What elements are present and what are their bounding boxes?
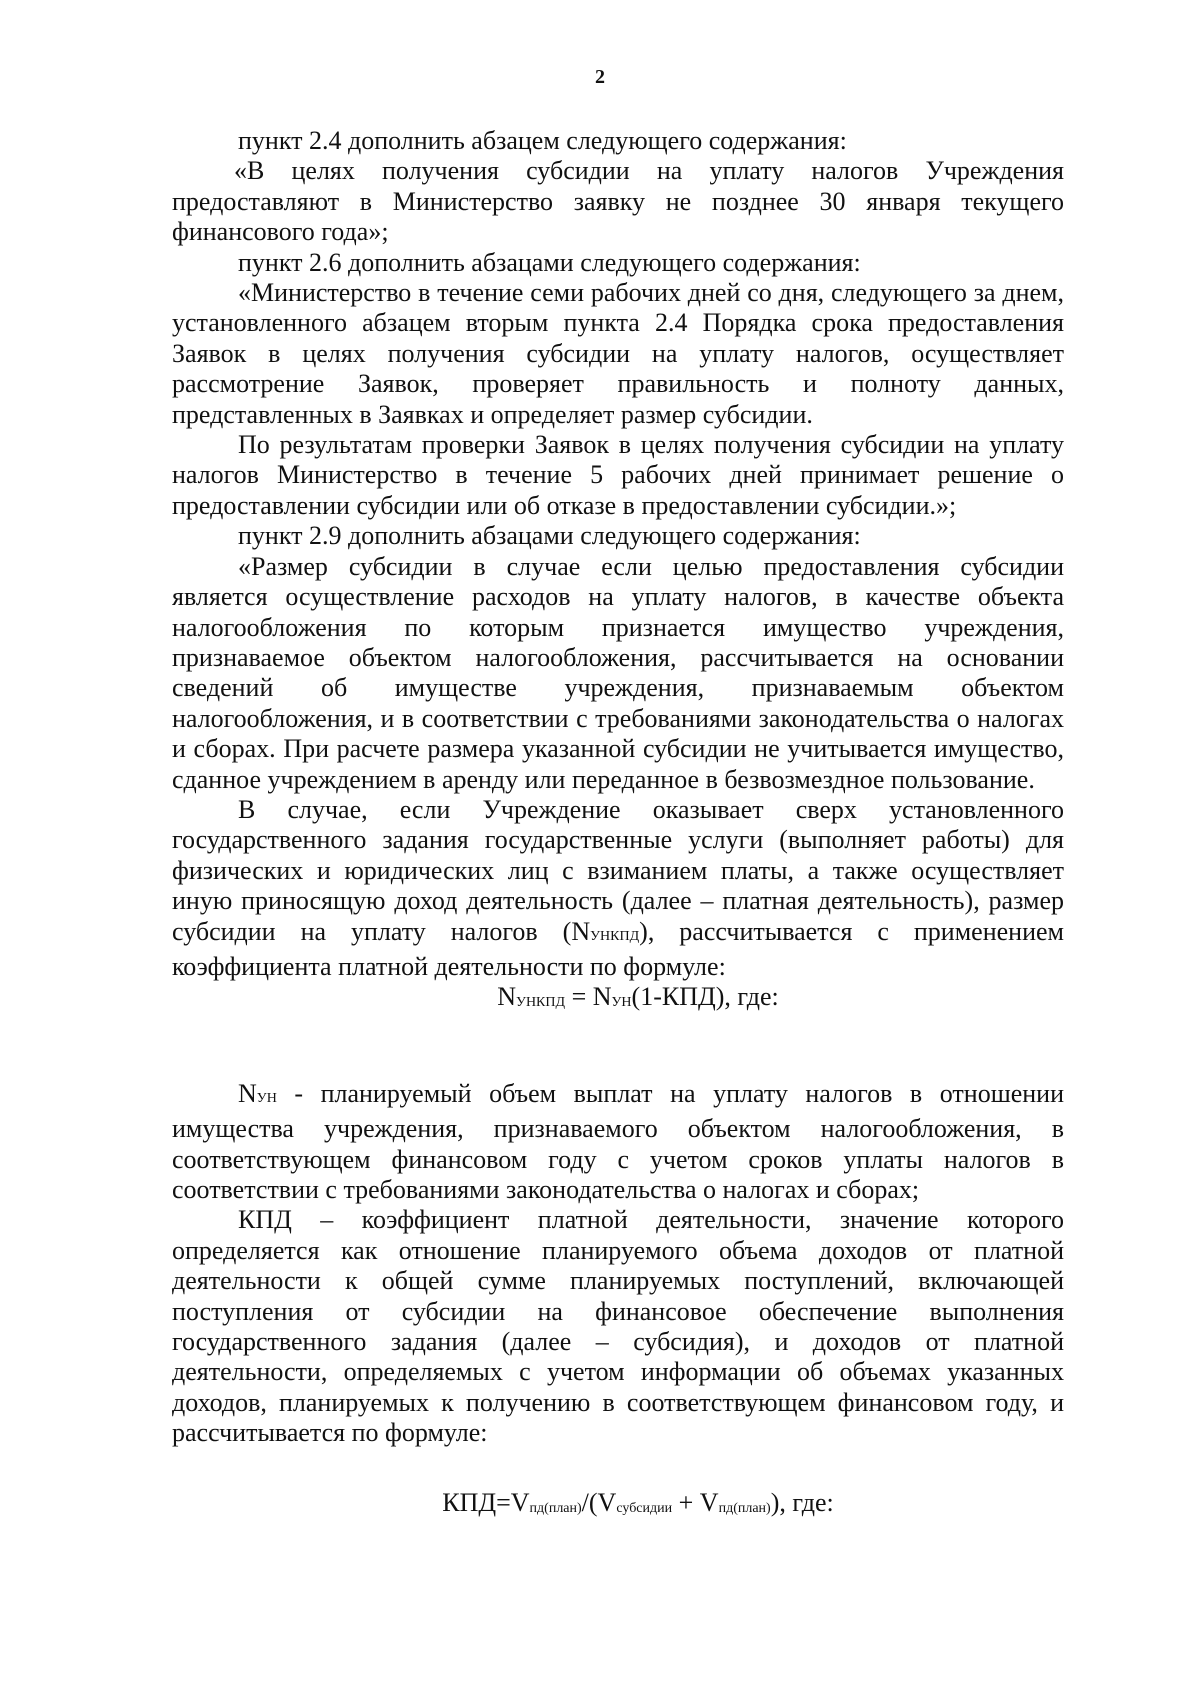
page-number: 2 (595, 66, 605, 88)
formula-subscript: субсидии (616, 1500, 673, 1516)
formula-kpd (172, 1488, 1064, 1523)
paragraph-item-2-9-text-1: «Размер субсидии в случае если целью предоставления субсидии является осуществление расходов на уплату налогов, в качестве объекта налогообложения по которым признается имущество учреждения, признаваемое объектом налогообложения, рассчитывается на основании сведений об имуществе учреждения, признаваемым объектом налогообложения, и в соответствии с требованиями законодательства о налогах и сборах. При расчете размера указанной субсидии не учитывается имущество, сданное учреждением в аренду или переданное в безвозмездное пользование. (172, 551, 1064, 794)
formula-subscript: УНКПД (516, 995, 566, 1011)
document-body (172, 126, 1064, 1523)
formula-subscript: пд(план) (529, 1500, 582, 1516)
paragraph-item-2-9-intro: пункт 2.9 дополнить абзацами следующего содержания: (238, 521, 861, 551)
paragraph-text: В случае, если Учреждение оказывает сверх установленного государственного задания государственные услуги (выполняет работы) для физических и юридических лиц с взиманием платы, а также осуществляет иную приносящую доход деятельность (далее – платная деятельность), размер субсидии на уплату налогов (N (172, 794, 1064, 946)
definition-text: - планируемый объем выплат на уплату налогов в отношении имущества учреждения, признаваемого объектом налогообложения, в соответствующем финансовом году с учетом сроков уплаты налогов в соответствии с требованиями законодательства о налогах и сборах; (172, 1078, 1064, 1204)
formula-text: = N (565, 982, 612, 1012)
formula-subscript: УН (611, 995, 632, 1011)
paragraph-item-2-6-text-2: По результатам проверки Заявок в целях получения субсидии на уплату налогов Министерство в течение 5 рабочих дней принимает решение о предоставлении субсидии или об отказе в предоставлении субсидии.»; (172, 430, 1064, 520)
variable-subscript: УНКПД (590, 928, 640, 944)
paragraph-item-2-6-intro: пункт 2.6 дополнить абзацами следующего содержания: (238, 247, 861, 277)
definition-kpd: КПД – коэффициент платной деятельности, значение которого определяется как отношение планируемого объема доходов от платной деятельности к общей сумме планируемых поступлений, включающей поступления от субсидии на финансовое обеспечение выполнения государственного задания (далее – субсидия), и доходов от платной деятельности, определяемых с учетом информации об объемах указанных доходов, планируемых к получению в соответствующем финансовом году, и рассчитывается по формуле: (172, 1205, 1064, 1448)
formula-text: + V (672, 1487, 719, 1517)
formula-text: N (497, 982, 517, 1012)
paragraph-item-2-9-text-2 (172, 795, 1064, 982)
formula-text: ), где: (770, 1487, 834, 1517)
variable-subscript: УН (256, 1090, 277, 1106)
formula-subscript: пд(план) (718, 1500, 771, 1516)
paragraph-text: ), рассчитывается с применением коэффициента платной деятельности по формуле: (172, 916, 1064, 981)
variable-name: NУН (238, 1078, 277, 1108)
formula-text: (1-КПД), где: (631, 982, 779, 1012)
paragraph-item-2-4-text: «В целях получения субсидии на уплату налогов Учреждения предоставляют в Министерство заявку не позднее 30 января текущего финансового года»; (172, 156, 1064, 247)
formula-text: /(V (581, 1487, 617, 1517)
paragraph-item-2-6-text-1: «Министерство в течение семи рабочих дней со дня, следующего за днем, установленного абзацем вторым пункта 2.4 Порядка срока предоставления Заявок в целях получения субсидии на уплату налогов, осуществляет рассмотрение Заявок, проверяет правильность и полноту данных, представленных в Заявках и определяет размер субсидии. (172, 278, 1064, 429)
paragraph-item-2-4-intro: пункт 2.4 дополнить абзацем следующего содержания: (238, 126, 847, 155)
formula-text: КПД=V (442, 1487, 530, 1517)
formula-nunkpd (172, 982, 1064, 1017)
definition-nun (172, 1079, 1064, 1206)
